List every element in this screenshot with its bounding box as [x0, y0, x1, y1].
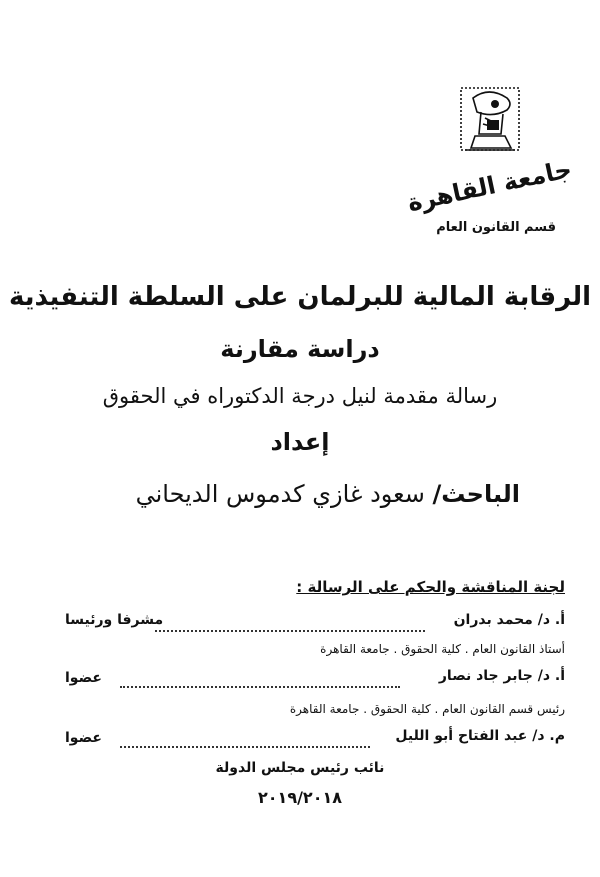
member-name: م. د/ عبد الفتاح أبو الليل: [395, 728, 565, 744]
member-role: عضوا: [65, 670, 102, 686]
member-description: أستاذ القانون العام . كلية الحقوق . جامعة القاهرة: [320, 642, 565, 656]
thesis-subtitle: دراسة مقارنة: [220, 335, 380, 363]
signature-line: [120, 746, 370, 748]
department-name: قسم القانون العام: [436, 220, 556, 235]
researcher-line: [136, 480, 520, 508]
cairo-university-logo: [405, 58, 575, 218]
committee-heading: لجنة المناقشة والحكم على الرسالة :: [296, 578, 565, 596]
member-description: رئيس قسم القانون العام . كلية الحقوق . جامعة القاهرة: [289, 702, 565, 716]
member-name: أ. د/ جابر جاد نصار: [438, 668, 565, 684]
prepared-by-heading: إعداد: [270, 428, 330, 456]
researcher-label: الباحث/: [432, 480, 520, 508]
member-role: مشرفا ورئيسا: [65, 612, 164, 628]
degree-statement: رسالة مقدمة لنيل درجة الدكتوراه في الحقوق: [102, 384, 498, 408]
member-description: نائب رئيس مجلس الدولة: [215, 760, 385, 776]
academic-year: ٢٠١٩/٢٠١٨: [258, 788, 342, 807]
thesis-title: الرقابة المالية للبرلمان على السلطة التنفيذية: [8, 282, 592, 312]
signature-line: [155, 630, 425, 632]
signature-line: [120, 686, 400, 688]
member-role: عضوا: [65, 730, 102, 746]
logo-lettering: جامعة القاهرة: [405, 155, 575, 218]
researcher-name: سعود غازي كدموس الديحاني: [135, 480, 425, 508]
member-name: أ. د/ محمد بدران: [453, 612, 565, 628]
